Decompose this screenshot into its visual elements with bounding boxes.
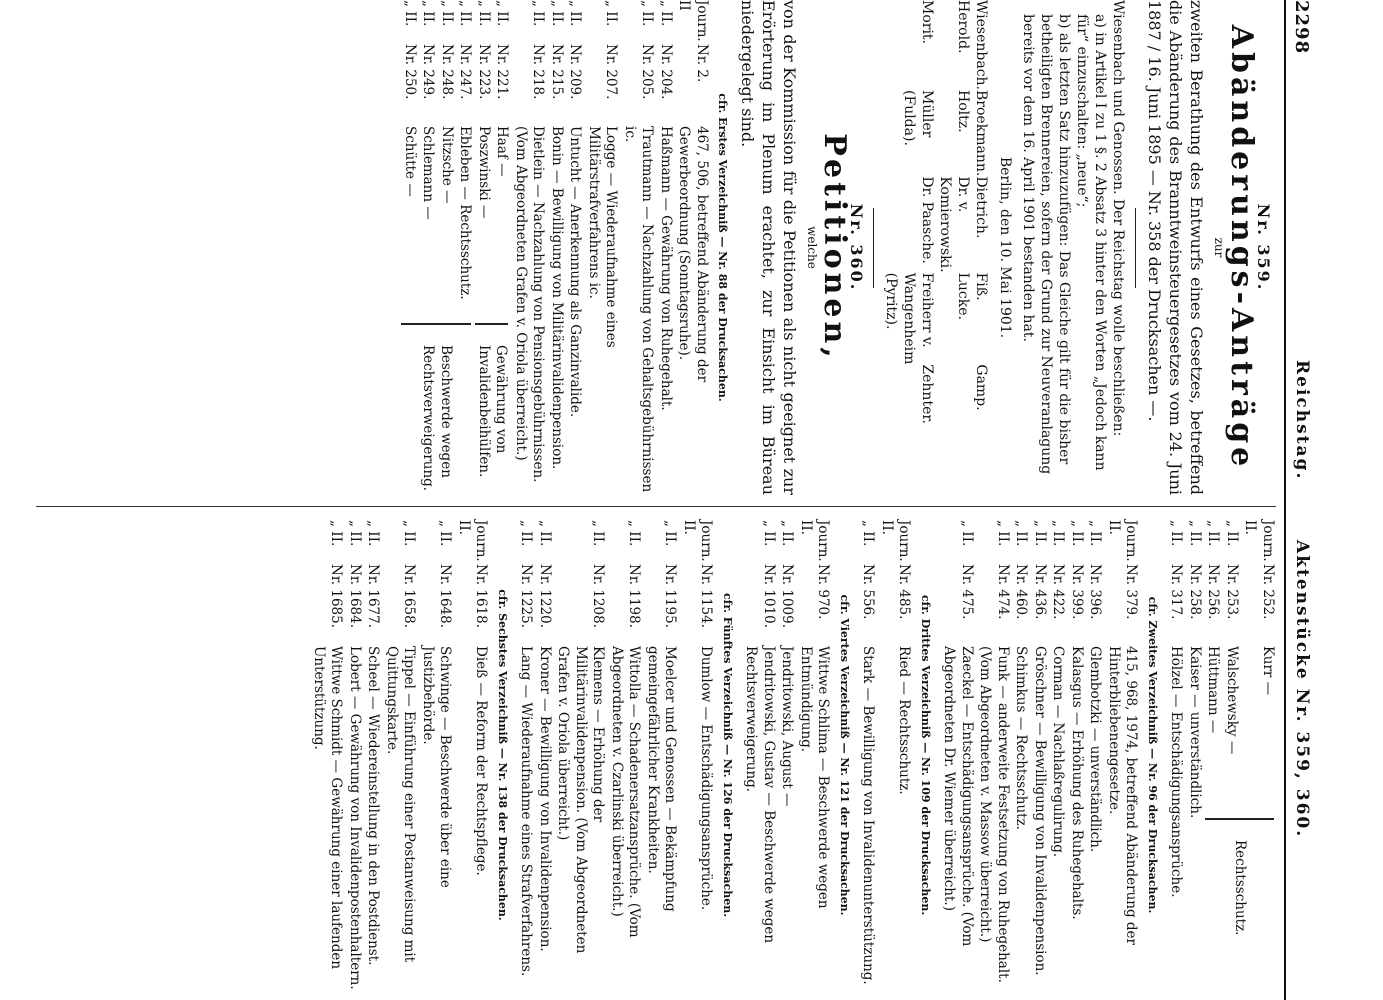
entry-number: Nr. 207.: [603, 44, 620, 100]
entry-text: Ebleben — Rechtsschutz.: [457, 126, 474, 300]
petition-entry: [554, 520, 607, 990]
journal-ref: „ II.: [328, 520, 345, 547]
journal-ref: Journ. II.: [879, 520, 913, 562]
signatory: Gamp.: [973, 364, 989, 411]
entry-text: Gröschner — Bewilligung von Invalidenpension.: [1032, 646, 1048, 976]
petition-entry: [517, 520, 535, 990]
journal-ref: „ II.: [626, 520, 643, 547]
petition-entry: [1204, 520, 1222, 814]
page-header: [1284, 0, 1320, 1000]
section-heading: cfr. Viertes Verzeichniß — Nr. 121 der Drucksachen.: [838, 594, 851, 916]
entry-text: Hölzel — Entschädigungsansprüche.: [1168, 646, 1185, 898]
entry-number: Nr. 2.: [694, 44, 710, 83]
signatory: Müller (Fulda).: [901, 90, 935, 146]
petition-entry: [548, 0, 566, 495]
entry-number: Nr. 1154.: [698, 564, 715, 629]
entry-text: Tippel — Einführung einer Postanweisung mit Quittungskarte.: [384, 646, 418, 963]
signatory: Fiß.: [973, 272, 989, 301]
signatory: Dietrich.: [973, 176, 989, 239]
petition-entry: [455, 520, 490, 990]
entry-number: Nr. 247.: [457, 44, 474, 100]
journal-ref: „ II.: [476, 0, 492, 27]
entry-number: Nr. 474.: [995, 564, 1011, 620]
journal-ref: „ II.: [401, 520, 418, 547]
entry-number: Nr. 1009.: [779, 564, 796, 629]
signatory: Broekmann.: [973, 90, 989, 177]
divider: [1136, 208, 1137, 288]
entry-number: Nr. 317.: [1168, 564, 1185, 620]
entry-text: Klemens — Erhöhung der Militärinvalidenpension. (Vom Abgeordneten Grafen v. Oriola überreicht.): [555, 646, 607, 954]
journal-ref: „ II.: [1224, 520, 1240, 547]
entry-text: Kurr —: [1260, 646, 1276, 696]
entry-number: Nr. 256.: [1205, 564, 1222, 620]
petition-entry: [585, 0, 620, 495]
petition-entry: [1105, 520, 1140, 990]
group-label: Beschwerde wegen Rechtsverweigerung.: [420, 345, 454, 492]
motion-lead: Wiesenbach und Genossen. Der Reichstag wolle beschließen:: [1110, 0, 1127, 437]
petition-entry: [878, 520, 913, 990]
petition-number: Nr. 360.: [847, 203, 866, 292]
petition-list: [512, 0, 711, 495]
entry-number: Nr. 1658.: [401, 564, 418, 629]
journal-ref: „ II.: [347, 520, 363, 547]
journal-ref: „ II.: [567, 0, 584, 27]
entry-number: Nr. 422.: [1050, 564, 1067, 620]
group-label: Rechtsschutz.: [1232, 840, 1249, 936]
petition-entry: [644, 520, 679, 990]
entry-text: Ried — Rechtsschutz.: [896, 646, 913, 795]
petition-entry: [657, 0, 675, 495]
entry-number: Nr. 209.: [567, 44, 584, 100]
entry-text: Haaf —: [494, 126, 511, 177]
page-number: 2298: [1291, 0, 1312, 55]
entry-number: Nr. 221.: [494, 44, 511, 100]
place-date: Berlin, den 10. Mai 1901.: [997, 156, 1014, 339]
journal-ref: „ II.: [537, 520, 553, 547]
journal-ref: „ II.: [1013, 520, 1030, 547]
entry-number: Nr. 253.: [1224, 564, 1240, 620]
entry-text: Jendritowski, August —: [779, 646, 796, 807]
motion-intro: zweiten Berathung des Entwurfs eines Gesetzes, betreffend die Abänderung des Branntweinsteuergesetzes vom 24. Juni 1887 / 16. Juni 1895 — Nr. 358 der Drucksachen —.: [1145, 0, 1207, 495]
entry-text: Schütte —: [402, 126, 418, 197]
entry-number: Nr. 399.: [1069, 564, 1085, 620]
petition-entry: [1031, 520, 1049, 990]
entry-number: Nr. 1220.: [537, 564, 553, 629]
entry-number: Nr. 258.: [1187, 564, 1203, 620]
petition-entry: [310, 520, 345, 990]
entry-text: Wittolla — Schadenersatzansprüche. (Vom Abgeordneten v. Czarlinski überreicht.): [609, 646, 643, 938]
section-heading: cfr. Drittes Verzeichniß — Nr. 109 der Drucksachen.: [919, 594, 932, 916]
journal-ref: Journ. II: [676, 0, 710, 42]
petition-entry: [456, 0, 474, 319]
journal-ref: „ II.: [530, 0, 547, 27]
entry-number: Nr. 1677.: [365, 564, 382, 629]
journal-ref: „ II.: [603, 0, 620, 27]
signatory: Dr. Paasche.: [919, 176, 935, 264]
entry-number: Nr. 436.: [1032, 564, 1048, 620]
petition-entry: [346, 520, 364, 990]
petition-body: von der Kommission für die Petitionen als nicht geeignet zur Erörterung im Plenum erachtet, zur Einsicht im Büreau niedergelegt sind.: [738, 0, 800, 495]
entry-number: Nr. 460.: [1013, 564, 1030, 620]
journal-ref: „ II.: [995, 520, 1011, 547]
entry-number: Nr. 475.: [959, 564, 975, 620]
journal-ref: „ II.: [590, 520, 607, 547]
petition-entry: [1241, 520, 1276, 814]
entry-text: Funk — anderweite Festsetzung von Ruhegehalt. (Vom Abgeordneten v. Massow überreicht.): [977, 646, 1011, 983]
signatory: Morit.: [919, 0, 935, 45]
petition-entry: [1049, 520, 1067, 990]
motion-item: b) als letzten Satz hinzuzufügen: Das Gleiche gilt für die bisher betheiligten Brennereien, sofern der Grund zur Neuveranlagung bereits vor dem 16. April 1901 bestanden hat.: [1020, 14, 1073, 475]
journal-ref: „ II.: [1069, 520, 1085, 547]
entry-number: Nr. 1198.: [626, 564, 643, 629]
journal-ref: „ II.: [860, 520, 877, 547]
motion-item: a) in Artikel I zu 1 §. 2 Absatz 3 hinter den Worten „Jedoch kann für“ einzuschalten: „neue“;: [1074, 14, 1109, 471]
group-label: Gewährung von Invalidenbeihülfen.: [476, 345, 510, 478]
petition-entry: [976, 520, 1011, 990]
signatory: Freiherr v. Wangenheim (Pyritz).: [883, 272, 935, 365]
entry-number: Nr. 223.: [476, 44, 492, 100]
right-column: [309, 520, 1277, 990]
section-heading: cfr. Zweites Verzeichniß — Nr. 96 der Drucksachen.: [1146, 596, 1159, 914]
entry-number: Nr. 1010.: [761, 564, 777, 629]
signatory: Dr. v. Komierowski.: [937, 176, 971, 273]
petition-entry: [680, 520, 715, 990]
entry-number: Nr. 1225.: [518, 564, 535, 629]
petition-entry: [536, 520, 554, 990]
entry-number: Nr. 250.: [402, 44, 418, 100]
entry-text: Zaeckel — Entschädigungsansprüche. (Vom Abgeordneten Dr. Wiemer überreicht.): [941, 646, 975, 947]
journal-ref: „ II.: [1050, 520, 1067, 547]
entry-text: 415, 968, 1974, betreffend Abänderung der Hinterbliebenengesetze.: [1106, 646, 1140, 945]
journal-ref: „ II.: [365, 520, 382, 547]
brace: [1205, 818, 1274, 836]
journal-ref: „ II.: [439, 0, 455, 27]
journal-ref: „ II.: [1032, 520, 1048, 547]
petition-entry: [797, 520, 832, 990]
petition-entry: [1167, 520, 1185, 990]
entry-number: Nr. 204.: [658, 44, 674, 100]
entry-text: Dumlow — Entschädigungsansprüche.: [698, 646, 715, 911]
entry-text: Kaiser — unverständlich.: [1187, 646, 1203, 819]
entry-text: Untucht — Anerkennung als Ganzinvalide.: [567, 126, 584, 418]
entry-number: Nr. 249.: [420, 44, 437, 100]
signatory: Wiesenbach.: [973, 0, 989, 91]
entry-number: Nr. 556.: [860, 564, 877, 620]
petition-entry: [859, 520, 877, 990]
entry-number: Nr. 396.: [1087, 564, 1104, 620]
petition-entry: [419, 520, 454, 990]
entry-number: Nr. 205.: [639, 44, 656, 100]
entry-text: Wittwe Schmidt — Gewährung einer laufenden Unterstützung.: [311, 646, 345, 970]
petition-entry: [512, 0, 547, 495]
entry-number: Nr. 1195.: [662, 564, 679, 629]
entry-number: Nr. 252.: [1260, 564, 1276, 620]
journal-ref: Journ. II.: [1242, 520, 1276, 562]
section-heading: cfr. Erstes Verzeichniß — Nr. 88 der Drucksachen.: [716, 93, 730, 402]
entry-number: Nr. 248.: [439, 44, 455, 100]
journal-ref: „ II.: [402, 0, 418, 27]
entry-text: Haßmann — Gewährung von Ruhegehalt.: [658, 126, 674, 411]
entry-number: Nr. 1648.: [437, 564, 454, 629]
entry-text: Logge — Wiederaufnahme eines Militärstrafverfahrens ic.: [586, 126, 620, 348]
petition-entry: [621, 0, 656, 495]
entry-text: Kroner — Bewilligung von Invalidenpension.: [537, 646, 553, 952]
section-heading: cfr. Sechstes Verzeichniß — Nr. 138 der Drucksachen.: [496, 589, 509, 921]
journal-ref: Journ. II.: [456, 520, 490, 562]
entry-text: Dieß — Reform der Rechtspflege.: [473, 646, 490, 876]
petition-title: Petitionen,: [817, 133, 853, 362]
entry-number: Nr. 970.: [815, 564, 832, 620]
journal-ref: „ II.: [779, 520, 796, 547]
journal-ref: „ II.: [639, 0, 656, 27]
petition-group: [474, 0, 511, 495]
journal-ref: Journ. II.: [798, 520, 832, 562]
entry-text: Schwinge — Beschwerde über eine Justizbehörde.: [420, 646, 454, 888]
section-heading: cfr. Fünftes Verzeichniß — Nr. 126 der Drucksachen.: [721, 592, 734, 918]
signatory: Lucke.: [955, 272, 971, 320]
journal-ref: „ II.: [420, 0, 437, 27]
petition-entry: [1186, 520, 1204, 990]
header-right: Aktenstücke Nr. 359, 360.: [1292, 540, 1312, 839]
entry-text: Lobert — Gewährung von Invalidenpostenhaltern.: [347, 646, 363, 990]
rotated-content: [20, 0, 1320, 1000]
petition-entry: [419, 0, 437, 319]
entry-number: Nr. 218.: [530, 44, 547, 100]
petition-group: [400, 0, 474, 495]
entry-number: Nr. 1618.: [473, 564, 490, 629]
left-column: [400, 0, 1277, 495]
entry-text: Schimkus — Rechtsschutz.: [1013, 646, 1030, 830]
petition-entry: [401, 0, 419, 319]
motion-title: Abänderungs-Anträge: [1224, 24, 1260, 471]
petition-entry: [566, 0, 584, 495]
petition-group: [1203, 520, 1276, 990]
entry-text: Poszwinski —: [476, 126, 492, 219]
entry-text: Moelcer und Genossen — Bekämpfung gemeingefährlicher Krankheiten.: [645, 646, 679, 912]
brace: [476, 323, 509, 341]
journal-ref: „ II.: [457, 0, 474, 27]
entry-number: Nr. 1208.: [590, 564, 607, 629]
entry-text: Schlemann —: [420, 126, 437, 220]
journal-ref: „ II.: [1168, 520, 1185, 547]
journal-ref: „ II.: [761, 520, 777, 547]
petition-entry: [1068, 520, 1086, 990]
entry-text: Glembotzki — unverständlich.: [1087, 646, 1104, 853]
journal-ref: „ II.: [1187, 520, 1203, 547]
entry-number: Nr. 485.: [896, 564, 913, 620]
entry-text: Kalasgus — Erhöhung des Ruhegehalts.: [1069, 646, 1085, 920]
signatory: Zehnter.: [919, 364, 935, 424]
entry-number: Nr. 215.: [549, 44, 565, 100]
entry-number: Nr. 1685.: [328, 564, 345, 629]
petition-entry: [493, 0, 511, 319]
journal-ref: „ II.: [658, 0, 674, 27]
petition-entry: [438, 0, 456, 319]
journal-ref: Journ. II.: [1106, 520, 1140, 562]
petition-entry: [940, 520, 975, 990]
journal-ref: „ II.: [494, 0, 511, 27]
journal-ref: „ II.: [1205, 520, 1222, 547]
entry-text: 467, 506, betreffend Abänderung der Gewerbeordnung (Sonntagsruhe).: [676, 126, 710, 383]
journal-ref: „ II.: [518, 520, 535, 547]
petition-entry: [675, 0, 710, 495]
petition-entry: [608, 520, 643, 990]
journal-ref: „ II.: [437, 520, 454, 547]
entry-text: Bonin — Bewilligung von Militärinvalidenpension.: [549, 126, 565, 470]
petition-entry: [475, 0, 493, 319]
entry-number: Nr. 1684.: [347, 564, 363, 629]
petition-entry: [1012, 520, 1030, 990]
journal-ref: „ II.: [959, 520, 975, 547]
divider: [873, 208, 874, 288]
petition-entry: [383, 520, 418, 990]
entry-text: Scheel — Wiedereinstellung in den Postdienst.: [365, 646, 382, 966]
signatory: Herold.: [955, 0, 971, 54]
petition-welche: welche: [805, 226, 819, 269]
entry-text: Wittwe Schlima — Beschwerde wegen Entmündigung.: [798, 646, 832, 909]
motion-number: Nr. 359.: [1254, 203, 1273, 292]
signatory: Holtz.: [955, 90, 971, 133]
signatories: [882, 0, 990, 495]
header-center: Reichstag.: [1292, 360, 1312, 481]
entry-number: Nr. 379.: [1123, 564, 1140, 620]
column-divider: [36, 506, 1276, 507]
entry-text: Trautmann — Nachzahlung von Gehaltsgebührnissen ic.: [622, 126, 656, 493]
journal-ref: „ II.: [549, 0, 565, 27]
entry-text: Nitzsche —: [439, 126, 455, 204]
brace: [402, 323, 472, 341]
entry-text: Walschewsky —: [1224, 646, 1240, 755]
petition-entry: [364, 520, 382, 990]
entry-text: Lang — Wiederaufnahme eines Strafverfahrens.: [518, 646, 535, 977]
petition-entry: [742, 520, 777, 990]
journal-ref: „ II.: [662, 520, 679, 547]
journal-ref: „ II.: [1087, 520, 1104, 547]
journal-ref: Journ. II.: [681, 520, 715, 562]
petition-entry: [1086, 520, 1104, 990]
entry-text: Jendritowski, Gustav — Beschwerde wegen Rechtsverweigerung.: [743, 646, 777, 944]
entry-text: Hüttmann —: [1205, 646, 1222, 734]
petition-entry: [778, 520, 796, 990]
motion-zur: zur: [1212, 237, 1226, 258]
entry-text: Stark — Bewilligung von Invalidenunterstützung.: [860, 646, 877, 985]
petition-entry: [1223, 520, 1241, 814]
entry-text: Corman — Nachlaßregulirung.: [1050, 646, 1067, 858]
entry-text: Dietlein — Nachzahlung von Pensionsgebührnissen. (Vom Abgeordneten Grafen v. Oriola überreicht.): [513, 126, 547, 483]
